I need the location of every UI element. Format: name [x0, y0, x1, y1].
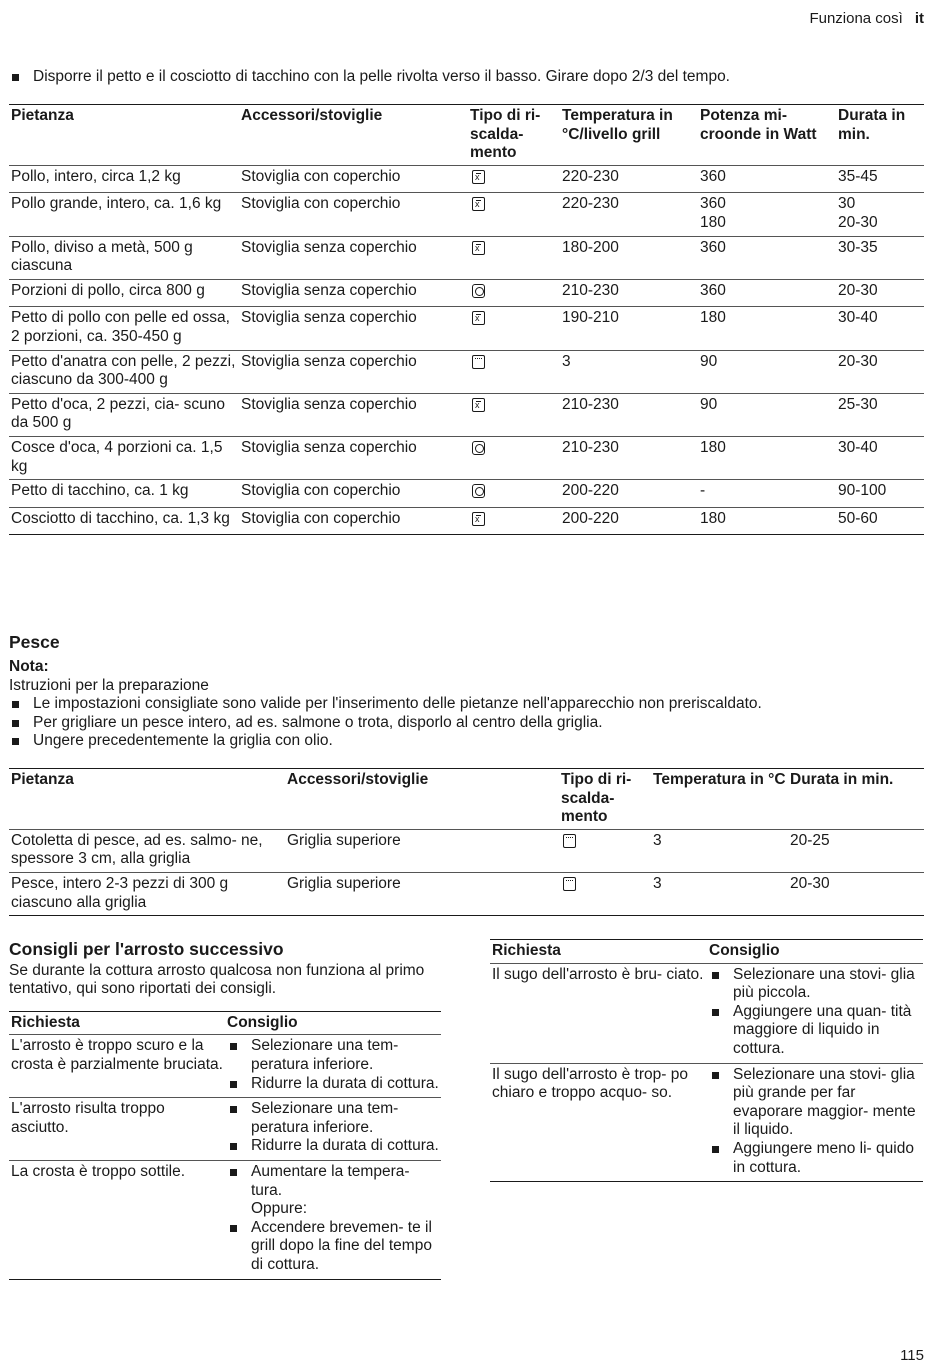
cell-issue: L'arrosto è troppo scuro e la crosta è parzialmente bruciata.: [11, 1037, 223, 1073]
table-header-row: [9, 769, 924, 830]
cell-accessory: Stoviglia senza coperchio: [241, 281, 417, 299]
table-row: [9, 193, 924, 236]
col-header: Temperatura in °C/livello grill: [562, 107, 673, 143]
table-row: [9, 1035, 441, 1098]
roast-tips-table-left: [9, 1011, 441, 1280]
cell-accessory: Stoviglia senza coperchio: [241, 309, 417, 327]
poultry-body: [9, 165, 924, 535]
hot-air-grill-icon: [472, 398, 485, 412]
table-row: [9, 393, 924, 436]
table-row: [9, 1160, 441, 1279]
poultry-table: [9, 104, 924, 535]
table-row: [9, 236, 924, 279]
col-header: Pietanza: [11, 107, 74, 124]
table-row: [9, 165, 924, 193]
cell-duration: 20-30: [838, 281, 878, 299]
cell-dish: Cosciotto di tacchino, ca. 1,3 kg: [11, 509, 230, 527]
cell-power: 360: [700, 238, 726, 256]
table-header-row: [9, 105, 924, 166]
col-header: Accessori/stoviglie: [241, 107, 383, 124]
col-header: Consiglio: [227, 1013, 298, 1031]
cell-heating: [468, 350, 560, 393]
tip-item: Selezionare una tem- peratura inferiore.: [227, 1100, 439, 1137]
tip-item: Accendere brevemen- te il grill dopo la fine del tempo di cottura.: [227, 1219, 439, 1275]
grill-icon: [563, 834, 576, 848]
cell-power: 180: [700, 309, 726, 327]
cell-dish: Petto di tacchino, ca. 1 kg: [11, 482, 189, 500]
tip-item: Selezionare una stovi- glia più grande per far evaporare maggior- mente il liquido.: [709, 1066, 921, 1140]
cell-duration: 30 20-30: [838, 195, 878, 231]
cell-dish: Pollo grande, intero, ca. 1,6 kg: [11, 195, 222, 213]
cell-temperature: 3: [653, 874, 662, 892]
note-label: Nota:: [9, 658, 49, 675]
cell-duration: 20-25: [790, 831, 830, 849]
cell-tips: [225, 1160, 441, 1279]
col-header: Temperatura in °C: [653, 771, 786, 788]
cell-temperature: 220-230: [562, 195, 619, 213]
cell-temperature: 200-220: [562, 509, 619, 527]
cell-heating: [468, 193, 560, 236]
cell-power: 360: [700, 281, 726, 299]
cell-temperature: 3: [653, 831, 662, 849]
fan-heating-icon: [472, 484, 485, 498]
cell-accessory: Stoviglia con coperchio: [241, 482, 401, 500]
grill-icon: [472, 355, 485, 369]
page-number: 115: [900, 1347, 924, 1365]
cell-dish: Porzioni di pollo, circa 800 g: [11, 281, 205, 299]
cell-power: 360 180: [700, 195, 726, 231]
hot-air-grill-icon: [472, 197, 485, 211]
cell-duration: 35-45: [838, 167, 878, 185]
fish-title: Pesce: [9, 632, 60, 652]
cell-dish: Cotoletta di pesce, ad es. salmo- ne, spessore 3 cm, alla griglia: [11, 831, 263, 868]
cell-power: 180: [700, 509, 726, 527]
cell-duration: 30-40: [838, 438, 878, 456]
grill-icon: [563, 877, 576, 891]
cell-temperature: 180-200: [562, 238, 619, 256]
table-row: [9, 279, 924, 307]
cell-tips: [707, 1063, 923, 1182]
cell-power: 360: [700, 167, 726, 185]
cell-duration: 50-60: [838, 509, 878, 527]
cell-heating: [559, 829, 651, 872]
cell-tips: [707, 963, 923, 1063]
col-header: Durata in min.: [790, 771, 894, 788]
note-bullet: Le impostazioni consigliate sono valide per l'inserimento delle pietanze nell'apparecchio non preriscaldato.: [9, 695, 924, 714]
tip-item: Aggiungere meno li- quido in cottura.: [709, 1140, 921, 1177]
note-bullet: Per grigliare un pesce intero, ad es. salmone o trota, disporlo al centro della griglia.: [9, 714, 924, 733]
hot-air-grill-icon: [472, 311, 485, 325]
roast-tips-title: Consigli per l'arrosto successivo: [9, 939, 284, 959]
cell-duration: 30-35: [838, 238, 878, 256]
tips-right-body: [490, 963, 923, 1182]
cell-power: 180: [700, 438, 726, 456]
cell-temperature: 210-230: [562, 438, 619, 456]
table-row: [490, 963, 923, 1063]
col-header: Consiglio: [709, 942, 780, 959]
cell-temperature: 3: [562, 352, 571, 370]
note-intro: Istruzioni per la preparazione: [9, 676, 209, 694]
cell-issue: L'arrosto risulta troppo asciutto.: [11, 1100, 165, 1136]
header-section: Funziona così: [809, 10, 903, 27]
roast-tips-left: [9, 940, 441, 1280]
cell-tips: [225, 1098, 441, 1161]
cell-duration: 90-100: [838, 482, 887, 500]
fish-body: [9, 829, 924, 915]
cell-temperature: 220-230: [562, 167, 619, 185]
col-header: Tipo di ri- scalda- mento: [470, 107, 541, 162]
cell-heating: [468, 307, 560, 350]
tip-item: Ridurre la durata di cottura.: [227, 1075, 439, 1094]
cell-accessory: Stoviglia senza coperchio: [241, 395, 417, 413]
col-header: Pietanza: [11, 771, 74, 788]
table-row: [9, 1098, 441, 1161]
table-row: [490, 1063, 923, 1182]
cell-tips: [225, 1035, 441, 1098]
cell-accessory: Griglia superiore: [287, 831, 401, 849]
cell-duration: 20-30: [838, 352, 878, 370]
cell-issue: Il sugo dell'arrosto è bru- ciato.: [492, 965, 704, 983]
table-header-row: [9, 1011, 441, 1035]
hot-air-grill-icon: [472, 170, 485, 184]
cell-accessory: Stoviglia con coperchio: [241, 167, 401, 185]
col-header: Accessori/stoviglie: [287, 771, 429, 788]
cell-temperature: 210-230: [562, 395, 619, 413]
cell-duration: 20-30: [790, 874, 830, 892]
cell-power: 90: [700, 352, 718, 370]
cell-accessory: Stoviglia senza coperchio: [241, 352, 417, 370]
cell-accessory: Stoviglia senza coperchio: [241, 238, 417, 256]
roast-tips-table-right: [490, 939, 923, 1182]
cell-heating: [468, 436, 560, 479]
cell-accessory: Stoviglia senza coperchio: [241, 438, 417, 456]
cell-dish: Petto d'oca, 2 pezzi, cia- scuno da 500 g: [11, 395, 226, 432]
col-header: Durata in min.: [838, 107, 906, 143]
col-header: Richiesta: [492, 942, 561, 959]
note-bullet: Ungere precedentemente la griglia con olio.: [9, 732, 924, 751]
cell-dish: Petto d'anatra con pelle, 2 pezzi, ciascuno da 300-400 g: [11, 352, 236, 389]
cell-heating: [468, 480, 560, 508]
cell-duration: 30-40: [838, 309, 878, 327]
cell-dish: Cosce d'oca, 4 porzioni ca. 1,5 kg: [11, 438, 223, 475]
running-header: [809, 10, 924, 29]
cell-issue: La crosta è troppo sottile.: [11, 1162, 186, 1180]
cell-heating: [468, 507, 560, 535]
cell-temperature: 190-210: [562, 309, 619, 327]
tip-item: Ridurre la durata di cottura.: [227, 1137, 439, 1156]
fish-note: [9, 658, 924, 751]
tip-item: Aumentare la tempera- tura. Oppure:: [227, 1163, 439, 1219]
cell-accessory: Griglia superiore: [287, 874, 401, 892]
top-note: Disporre il petto e il cosciotto di tacchino con la pelle rivolta verso il basso. Girare dopo 2/3 del tempo.: [9, 68, 924, 87]
table-row: [9, 507, 924, 535]
fan-heating-icon: [472, 441, 485, 455]
tips-left-body: [9, 1035, 441, 1279]
cell-heating: [468, 393, 560, 436]
table-row: [9, 307, 924, 350]
cell-dish: Pesce, intero 2-3 pezzi di 300 g ciascuno alla griglia: [11, 874, 229, 911]
cell-issue: Il sugo dell'arrosto è trop- po chiaro e troppo acquo- so.: [492, 1065, 688, 1102]
fish-table: [9, 768, 924, 916]
table-row: [9, 436, 924, 479]
cell-accessory: Stoviglia con coperchio: [241, 195, 401, 213]
tip-item: Selezionare una stovi- glia più piccola.: [709, 966, 921, 1003]
table-row: [9, 480, 924, 508]
cell-power: 90: [700, 395, 718, 413]
col-header: Richiesta: [11, 1013, 80, 1031]
table-header-row: [490, 940, 923, 964]
roast-tips-intro: Se durante la cottura arrosto qualcosa non funziona al primo tentativo, qui sono riportati dei consigli.: [9, 961, 425, 998]
tip-item: Selezionare una tem- peratura inferiore.: [227, 1037, 439, 1074]
cell-dish: Petto di pollo con pelle ed ossa, 2 porzioni, ca. 350-450 g: [11, 309, 230, 345]
cell-duration: 25-30: [838, 395, 878, 413]
cell-accessory: Stoviglia con coperchio: [241, 509, 401, 527]
table-row: [9, 872, 924, 915]
cell-heating: [468, 236, 560, 279]
cell-dish: Pollo, intero, circa 1,2 kg: [11, 167, 181, 185]
col-header: Tipo di ri- scalda- mento: [561, 771, 632, 826]
cell-power: -: [700, 482, 706, 500]
col-header: Potenza mi- croonde in Watt: [700, 107, 817, 143]
tip-item: Aggiungere una quan- tità maggiore di liquido in cottura.: [709, 1003, 921, 1059]
cell-temperature: 200-220: [562, 482, 619, 500]
cell-heating: [468, 279, 560, 307]
cell-heating: [559, 872, 651, 915]
table-row: [9, 350, 924, 393]
cell-dish: Pollo, diviso a metà, 500 g ciascuna: [11, 238, 193, 275]
hot-air-grill-icon: [472, 241, 485, 255]
table-row: [9, 829, 924, 872]
hot-air-grill-icon: [472, 512, 485, 526]
fan-heating-icon: [472, 284, 485, 298]
cell-heating: [468, 165, 560, 193]
header-lang: it: [914, 10, 924, 27]
cell-temperature: 210-230: [562, 281, 619, 299]
